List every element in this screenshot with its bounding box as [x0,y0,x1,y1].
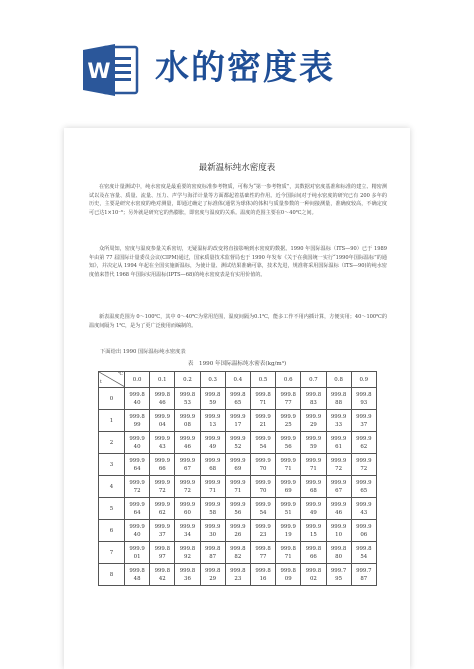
density-value: 999.8 59 [204,391,221,406]
density-value: 999.9 71 [280,457,296,472]
density-value: 999.9 64 [129,501,145,516]
density-cell [250,564,275,586]
column-header: 0.1 [150,372,175,388]
density-cell [276,410,301,432]
density-cell [301,410,326,432]
density-value: 999.9 72 [154,479,170,494]
density-cell [276,388,301,410]
density-cell [125,498,150,520]
density-cell [225,432,250,454]
column-header: 0.7 [301,372,326,388]
density-value: 999.8 48 [129,567,145,582]
density-cell [150,432,175,454]
density-cell [200,454,225,476]
density-value: 999.9 71 [204,479,221,494]
density-value: 999.9 10 [330,523,347,538]
table-header-row [99,372,377,388]
column-header: 0.9 [351,372,376,388]
density-value: 999.8 02 [305,567,322,582]
density-value: 999.9 62 [356,435,372,450]
column-header: 0.0 [125,372,150,388]
density-cell [150,476,175,498]
table-row [99,432,377,454]
density-value: 999.9 49 [204,435,221,450]
density-cell [200,476,225,498]
density-value: 999.9 43 [356,501,372,516]
density-cell [225,564,250,586]
density-cell [200,432,225,454]
density-cell [326,542,351,564]
density-cell [351,520,376,542]
column-header: 0.3 [200,372,225,388]
density-cell [250,410,275,432]
density-value: 999.9 67 [179,457,196,472]
density-value: 999.8 71 [280,545,296,560]
density-cell [125,564,150,586]
density-cell [326,476,351,498]
table-row [99,454,377,476]
density-cell [351,498,376,520]
density-cell [276,498,301,520]
density-cell [175,520,200,542]
density-cell [125,388,150,410]
density-cell [225,410,250,432]
column-header: 0.6 [276,372,301,388]
density-cell [351,476,376,498]
density-value: 999.9 43 [154,435,170,450]
density-cell [276,542,301,564]
density-value: 999.8 92 [179,545,196,560]
table-row [99,520,377,542]
density-value: 999.9 26 [230,523,246,538]
density-value: 999.9 06 [356,523,372,538]
density-cell [301,476,326,498]
density-value: 999.8 88 [330,391,347,406]
density-cell [150,454,175,476]
density-cell [351,542,376,564]
table-body [99,388,377,586]
row-temperature-cell: 2 [99,432,125,454]
row-temperature-cell: 1 [99,410,125,432]
table-corner-cell [99,372,125,388]
density-value: 999.9 72 [129,479,145,494]
row-temperature-cell: 5 [99,498,125,520]
density-value: 999.9 66 [154,457,170,472]
density-value: 999.9 15 [305,523,322,538]
row-temperature-cell: 8 [99,564,125,586]
density-value: 999.9 37 [356,413,372,428]
density-cell [326,520,351,542]
density-value: 999.9 23 [255,523,271,538]
density-value: 999.9 01 [129,545,145,560]
density-cell [150,410,175,432]
table-row [99,498,377,520]
density-value: 999.9 40 [129,523,145,538]
density-value: 999.8 53 [179,391,196,406]
banner-title: 水的密度表 [155,48,335,88]
density-cell [125,454,150,476]
density-cell [200,498,225,520]
density-value: 999.8 36 [179,567,196,582]
density-value: 999.8 71 [255,391,271,406]
corner-row-label: t [100,380,102,385]
paragraph-3: 新表温度范围为 0～100℃，其中 0～40℃为常用范围，温度间隔为0.1℃，能多工作不用内插计算，方便实用；40～100℃的温度间隔为 1℃，是为了更广泛使用而编制的。 [89,314,387,329]
density-cell [225,498,250,520]
density-cell [276,520,301,542]
density-value: 999.9 56 [230,501,246,516]
table-row [99,476,377,498]
density-cell [225,454,250,476]
density-value: 999.9 71 [305,457,322,472]
column-header: 0.5 [250,372,275,388]
density-cell [225,520,250,542]
density-value: 999.9 54 [255,435,271,450]
density-value: 999.8 87 [204,545,221,560]
density-value: 999.8 40 [129,391,145,406]
density-value: 999.9 52 [230,435,246,450]
density-value: 999.9 72 [179,479,196,494]
density-value: 999.9 70 [255,479,271,494]
density-value: 999.8 83 [305,391,322,406]
density-cell [301,388,326,410]
density-value: 999.9 51 [280,501,296,516]
document-heading: 最新温标纯水密度表 [198,163,276,173]
density-value: 999.9 72 [330,457,347,472]
density-value: 999.9 33 [330,413,347,428]
density-cell [301,454,326,476]
density-cell [175,388,200,410]
density-value: 999.9 69 [280,479,296,494]
density-value: 999.8 82 [230,545,246,560]
density-cell [326,454,351,476]
density-value: 999.9 58 [204,501,221,516]
row-temperature-cell: 7 [99,542,125,564]
density-cell [125,542,150,564]
density-cell [225,476,250,498]
density-value: 999.9 21 [255,413,271,428]
table-row [99,410,377,432]
density-cell [150,498,175,520]
density-value: 999.8 46 [154,391,170,406]
density-value: 999.8 09 [280,567,296,582]
density-value: 999.9 29 [305,413,322,428]
density-value: 999.9 37 [154,523,170,538]
density-cell [200,388,225,410]
density-value: 999.9 46 [179,435,196,450]
density-cell [351,564,376,586]
table-row [99,564,377,586]
density-cell [175,454,200,476]
density-cell [200,410,225,432]
density-cell [326,564,351,586]
density-value: 999.8 16 [255,567,271,582]
density-cell [175,476,200,498]
density-value: 999.9 25 [280,413,296,428]
density-value: 999.9 19 [280,523,296,538]
density-value: 999.9 68 [204,457,221,472]
density-cell [200,542,225,564]
density-value: 999.8 77 [280,391,296,406]
density-value: 999.8 29 [204,567,221,582]
density-cell [276,432,301,454]
density-cell [250,542,275,564]
density-value: 999.8 77 [255,545,271,560]
density-cell [326,388,351,410]
corner-col-label: ℃ [117,372,123,377]
density-value: 999.9 65 [356,479,372,494]
row-temperature-cell: 3 [99,454,125,476]
density-cell [175,432,200,454]
density-value: 999.9 67 [330,479,347,494]
density-cell [175,564,200,586]
density-value: 999.8 99 [129,413,145,428]
density-value: 999.9 69 [230,457,246,472]
density-cell [175,542,200,564]
density-value: 999.9 64 [129,457,145,472]
column-header: 0.8 [326,372,351,388]
density-cell [250,432,275,454]
density-value: 999.9 34 [179,523,196,538]
density-cell [326,432,351,454]
density-cell [301,564,326,586]
density-cell [276,564,301,586]
density-value: 999.9 70 [255,457,271,472]
density-cell [225,388,250,410]
density-value: 999.8 97 [154,545,170,560]
column-header: 0.4 [225,372,250,388]
column-header: 0.2 [175,372,200,388]
density-table [98,371,377,586]
table-row [99,542,377,564]
density-value: 999.9 68 [305,479,322,494]
density-cell [250,520,275,542]
paragraph-2: 众所周知，密度与温度参量关系密切，无疑温标的改变将直接影响到水密度的数据。1990 年国际温标（ITS—90）已于 1989 年由第 77 届国际计量委员会议(CIPM)通过，国家质量技术监督局也于 1990 年发布《关于在我国统一实行“1990年国际温标”的通知》，并决定从 1994 年起在全国实施新温标，为使计量、测试结果准确可靠，技术先进，规准将采用国际温标（ITS—90)的纯水密度值来替代 1968 年国际实用温标(IPTS—68)的纯水密度表是有实用价值的。 [89,246,387,278]
svg-text:W: W [87,59,111,83]
density-value: 999.9 08 [179,413,196,428]
density-value: 999.9 13 [204,413,221,428]
row-temperature-cell: 4 [99,476,125,498]
density-cell [326,410,351,432]
density-cell [150,542,175,564]
density-value: 999.8 65 [230,391,246,406]
density-value: 999.9 72 [356,457,372,472]
density-value: 999.9 30 [204,523,221,538]
density-value: 999.8 23 [230,567,246,582]
density-value: 999.9 17 [230,413,246,428]
density-cell [351,410,376,432]
density-value: 999.9 62 [154,501,170,516]
density-value: 999.9 49 [305,501,322,516]
density-value: 999.9 40 [129,435,145,450]
density-cell [276,454,301,476]
density-cell [150,388,175,410]
density-value: 999.9 61 [330,435,347,450]
density-value: 999.9 54 [255,501,271,516]
density-value: 999.8 42 [154,567,170,582]
word-icon [83,44,139,96]
density-value: 999.9 04 [154,413,170,428]
density-cell [301,520,326,542]
density-cell [125,410,150,432]
density-value: 999.9 56 [280,435,296,450]
table-intro: 下面给出 1990 国际温标纯水密度表 [100,349,186,355]
density-cell [351,432,376,454]
density-value: 999.9 46 [330,501,347,516]
density-cell [276,476,301,498]
density-cell [326,498,351,520]
density-cell [150,520,175,542]
density-value: 999.7 87 [356,567,372,582]
table-caption: 表 1990 年国际温标纯水密表(kg/m³) [187,361,287,367]
density-cell [175,410,200,432]
density-cell [125,520,150,542]
density-cell [301,432,326,454]
density-cell [200,520,225,542]
banner [0,0,474,108]
density-value: 999.9 59 [305,435,322,450]
density-cell [175,498,200,520]
row-temperature-cell: 0 [99,388,125,410]
density-cell [200,564,225,586]
document-page [64,128,410,669]
table-row [99,388,377,410]
density-cell [225,542,250,564]
density-value: 999.9 60 [179,501,196,516]
density-cell [351,454,376,476]
density-cell [301,498,326,520]
density-value: 999.9 71 [230,479,246,494]
density-value: 999.8 93 [356,391,372,406]
density-value: 999.8 80 [330,545,347,560]
density-cell [250,454,275,476]
density-cell [250,388,275,410]
density-cell [301,542,326,564]
density-cell [351,388,376,410]
density-value: 999.8 54 [356,545,372,560]
density-cell [150,564,175,586]
row-temperature-cell: 6 [99,520,125,542]
density-cell [250,498,275,520]
density-cell [250,476,275,498]
density-value: 999.8 66 [305,545,322,560]
density-cell [125,476,150,498]
paragraph-1: 在密度计量测试中，纯水密度是最重要的密度标准参考物质，可称为“第一参考物质”，其数据对密度基准和标准的建立、精密测试以及在容量、质量、流量、压力、声学与海洋计量等方面都起着基础性的作用。近今国际间对于纯水密度的研究已有 200 多年的历史，主要是研究水密度的绝对测量，即通过确定了标准体(通常为球体)的体积与质量参数的一种间接测量，准确度较高，不确定度可已达1×10⁻⁶；另外就是研究它的热膨胀，即密度与温度的关系。温度的范围主要在0～40℃之间。 [89,184,387,216]
density-cell [125,432,150,454]
density-value: 999.7 95 [330,567,347,582]
